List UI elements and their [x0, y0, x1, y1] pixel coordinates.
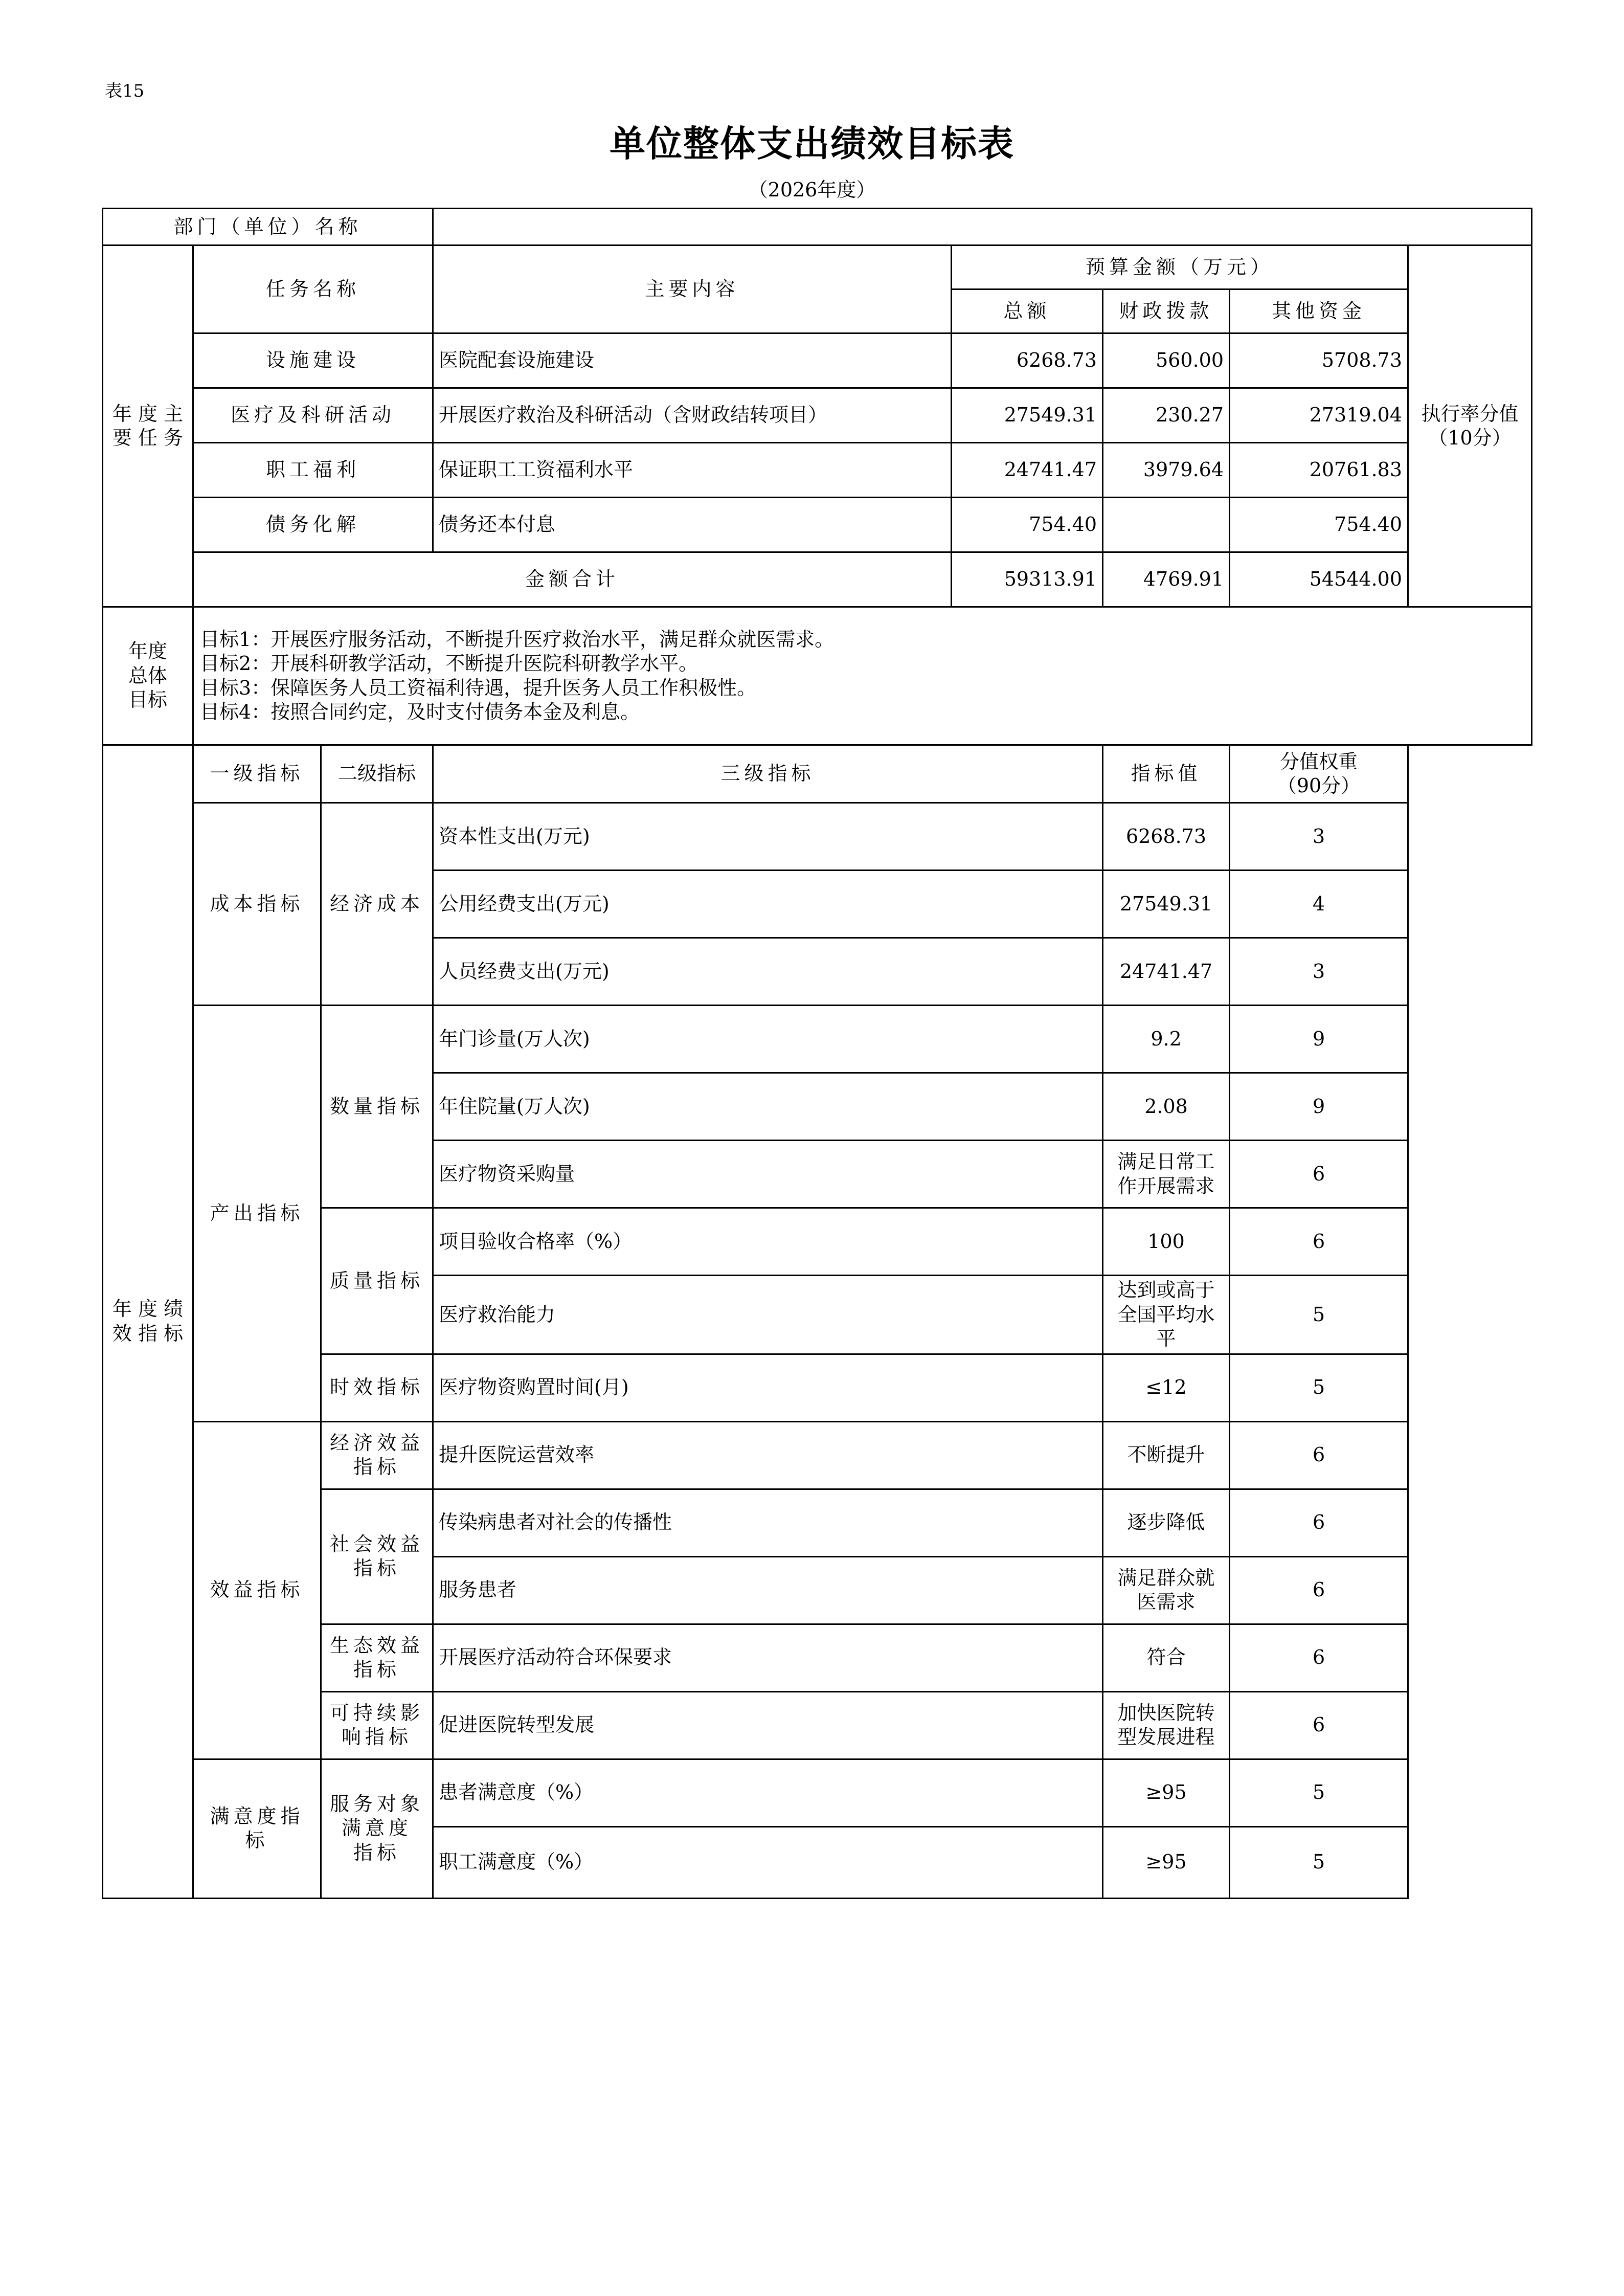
indicator-weight: 6: [1230, 1421, 1408, 1489]
indicator-value: 9.2: [1103, 1006, 1230, 1073]
indicator-value: 100: [1103, 1208, 1230, 1276]
level3-indicator: 项目验收合格率（%）: [433, 1208, 1103, 1276]
goal-line: 目标3：保障医务人员工资福利待遇，提升医务人员工作积极性。: [200, 676, 757, 699]
indicator-row: [103, 1421, 1532, 1489]
task-other: 20761.83: [1230, 443, 1408, 498]
indicator-weight: 6: [1230, 1624, 1408, 1691]
level3-indicator: 公用经费支出(万元): [433, 871, 1103, 938]
level3-header: 三级指标: [433, 745, 1103, 803]
task-fiscal: [1103, 498, 1230, 552]
level3-indicator: 开展医疗活动符合环保要求: [433, 1624, 1103, 1691]
indicator-value: 24741.47: [1103, 938, 1230, 1006]
task-row: [103, 443, 1532, 498]
level3-indicator: 医疗救治能力: [433, 1276, 1103, 1354]
level3-indicator: 提升医院运营效率: [433, 1421, 1103, 1489]
indicator-section-label: 年 度 绩 效 指 标: [103, 745, 193, 1899]
level3-indicator: 年门诊量(万人次): [433, 1006, 1103, 1073]
indicator-weight: 6: [1230, 1208, 1408, 1276]
indicator-weight: 9: [1230, 1073, 1408, 1141]
indicator-value-header: 指标值: [1103, 745, 1230, 803]
task-total: 754.40: [952, 498, 1103, 552]
goals-row: [103, 607, 1532, 745]
level3-indicator: 传染病患者对社会的传播性: [433, 1489, 1103, 1556]
task-name: 职工福利: [193, 443, 433, 498]
total-header: 总额: [952, 289, 1103, 333]
indicator-value: 达到或高于全国平均水平: [1103, 1276, 1230, 1354]
sum-label: 金额合计: [193, 552, 952, 607]
weight-header: 分值权重 （90分）: [1230, 745, 1408, 803]
indicator-value: 不断提升: [1103, 1421, 1230, 1489]
indicator-value: ≤12: [1103, 1354, 1230, 1421]
task-other: 5708.73: [1230, 333, 1408, 388]
indicator-weight: 5: [1230, 1826, 1408, 1898]
level1-output: 产出指标: [193, 1006, 321, 1422]
indicator-value: ≥95: [1103, 1826, 1230, 1898]
level2-social-benefit: 社会效益 指标: [321, 1489, 433, 1624]
task-total: 24741.47: [952, 443, 1103, 498]
goals-label: 年度 总体 目标: [103, 607, 193, 745]
indicator-weight: 5: [1230, 1276, 1408, 1354]
page-title: 单位整体支出绩效目标表: [610, 123, 1014, 165]
level2-economic-cost: 经济成本: [321, 803, 433, 1006]
dept-value: [433, 209, 1532, 246]
level3-indicator: 资本性支出(万元): [433, 803, 1103, 871]
task-section-label: 年 度 主 要 任 务: [103, 246, 193, 607]
task-header-row: [103, 246, 1532, 289]
goal-line: 目标2：开展科研教学活动，不断提升医院科研教学水平。: [200, 652, 698, 675]
task-name: 债务化解: [193, 498, 433, 552]
indicator-header-row: [103, 745, 1532, 803]
goals-content: [193, 607, 1532, 745]
year-label: （2026年度）: [748, 179, 876, 201]
level2-header: 二级指标: [321, 745, 433, 803]
level3-indicator: 医疗物资采购量: [433, 1141, 1103, 1208]
goal-line: 目标4：按照合同约定，及时支付债务本金及利息。: [200, 701, 640, 723]
level3-indicator: 年住院量(万人次): [433, 1073, 1103, 1141]
indicator-value: 满足日常工作开展需求: [1103, 1141, 1230, 1208]
level2-quantity: 数量指标: [321, 1006, 433, 1208]
dept-row: [103, 209, 1532, 246]
exec-rate-header: 执行率分值 （10分）: [1408, 246, 1532, 607]
level2-sustainable: 可持续影 响指标: [321, 1691, 433, 1759]
level3-indicator: 服务患者: [433, 1556, 1103, 1624]
task-row: [103, 333, 1532, 388]
level2-timeliness: 时效指标: [321, 1354, 433, 1421]
task-fiscal: 560.00: [1103, 333, 1230, 388]
performance-table: [102, 208, 1532, 1899]
level2-economic-benefit: 经济效益 指标: [321, 1421, 433, 1489]
indicator-weight: 4: [1230, 871, 1408, 938]
indicator-weight: 5: [1230, 1354, 1408, 1421]
indicator-value: 加快医院转型发展进程: [1103, 1691, 1230, 1759]
level2-quality: 质量指标: [321, 1208, 433, 1354]
budget-header: 预算金额（万元）: [952, 246, 1408, 289]
task-other: 27319.04: [1230, 388, 1408, 443]
sum-other: 54544.00: [1230, 552, 1408, 607]
task-total: 6268.73: [952, 333, 1103, 388]
task-row: [103, 388, 1532, 443]
level1-cost: 成本指标: [193, 803, 321, 1006]
level1-header: 一级指标: [193, 745, 321, 803]
task-name: 医疗及科研活动: [193, 388, 433, 443]
task-other: 754.40: [1230, 498, 1408, 552]
indicator-value: 6268.73: [1103, 803, 1230, 871]
task-content: 债务还本付息: [433, 498, 952, 552]
goal-line: 目标1：开展医疗服务活动，不断提升医疗救治水平，满足群众就医需求。: [200, 628, 834, 651]
level1-benefit: 效益指标: [193, 1421, 321, 1759]
level3-indicator: 职工满意度（%）: [433, 1826, 1103, 1898]
fiscal-header: 财政拨款: [1103, 289, 1230, 333]
task-total: 27549.31: [952, 388, 1103, 443]
sum-row: [103, 552, 1532, 607]
indicator-weight: 6: [1230, 1556, 1408, 1624]
task-name-header: 任务名称: [193, 246, 433, 333]
level2-service-target: 服务对象 满意度 指标: [321, 1759, 433, 1898]
level3-indicator: 医疗物资购置时间(月): [433, 1354, 1103, 1421]
indicator-row: [103, 1759, 1532, 1826]
form-number: 表15: [105, 81, 145, 101]
indicator-value: ≥95: [1103, 1759, 1230, 1826]
indicator-weight: 6: [1230, 1691, 1408, 1759]
task-name: 设施建设: [193, 333, 433, 388]
other-header: 其他资金: [1230, 289, 1408, 333]
task-fiscal: 230.27: [1103, 388, 1230, 443]
task-row: [103, 498, 1532, 552]
task-fiscal: 3979.64: [1103, 443, 1230, 498]
indicator-value: 2.08: [1103, 1073, 1230, 1141]
task-content: 医院配套设施建设: [433, 333, 952, 388]
indicator-value: 满足群众就医需求: [1103, 1556, 1230, 1624]
level2-eco-benefit: 生态效益 指标: [321, 1624, 433, 1691]
indicator-weight: 3: [1230, 803, 1408, 871]
indicator-value: 逐步降低: [1103, 1489, 1230, 1556]
indicator-weight: 6: [1230, 1489, 1408, 1556]
indicator-weight: 6: [1230, 1141, 1408, 1208]
level3-indicator: 患者满意度（%）: [433, 1759, 1103, 1826]
sum-total: 59313.91: [952, 552, 1103, 607]
task-content-header: 主要内容: [433, 246, 952, 333]
task-content: 开展医疗救治及科研活动（含财政结转项目）: [433, 388, 952, 443]
indicator-row: [103, 1006, 1532, 1073]
indicator-value: 符合: [1103, 1624, 1230, 1691]
level3-indicator: 人员经费支出(万元): [433, 938, 1103, 1006]
task-content: 保证职工工资福利水平: [433, 443, 952, 498]
indicator-weight: 5: [1230, 1759, 1408, 1826]
indicator-weight: 9: [1230, 1006, 1408, 1073]
indicator-weight: 3: [1230, 938, 1408, 1006]
dept-label: 部门（单位）名称: [103, 209, 433, 246]
sum-fiscal: 4769.91: [1103, 552, 1230, 607]
indicator-value: 27549.31: [1103, 871, 1230, 938]
indicator-row: [103, 803, 1532, 871]
level1-satisfaction: 满意度指标: [193, 1759, 321, 1898]
level3-indicator: 促进医院转型发展: [433, 1691, 1103, 1759]
